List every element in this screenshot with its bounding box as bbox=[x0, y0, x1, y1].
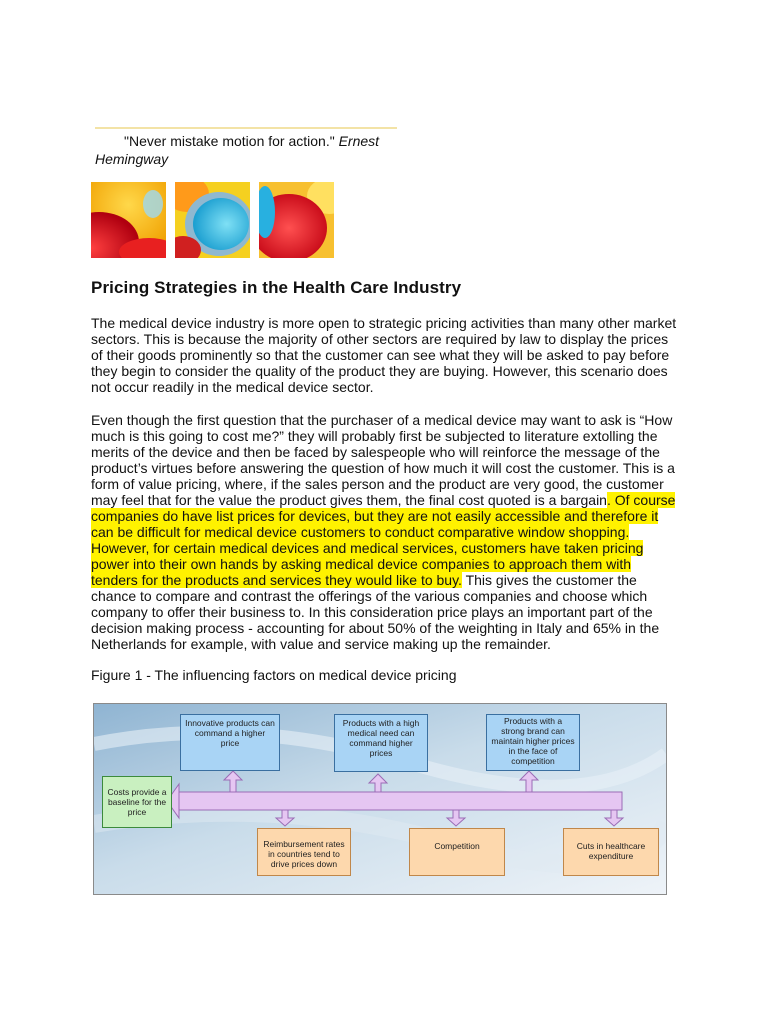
highlighted-text: . Of course companies do have list prices for devices, but they are not easily accessible and therefore it can be difficult for medical device customers to conduct comparative window shopping. However, for certain medical devices and medical services, customers have taken pricing power into their own hands by asking medical device companies to approach them with tenders for the products and services they would like to buy. bbox=[91, 492, 676, 588]
box-innovative-products: Innovative products can command a higher price bbox=[180, 714, 280, 771]
article-title: Pricing Strategies in the Health Care Industry bbox=[91, 278, 462, 297]
box-costs-baseline: Costs provide a baseline for the price bbox=[102, 776, 172, 828]
box-competition: Competition bbox=[409, 828, 505, 876]
decorative-photo-strip bbox=[91, 182, 335, 258]
figure-caption: Figure 1 - The influencing factors on medical device pricing bbox=[91, 667, 457, 683]
box-healthcare-cuts: Cuts in healthcare expenditure bbox=[563, 828, 659, 876]
paragraph-intro: The medical device industry is more open to strategic pricing activities than many other market sectors. This is because the majority of other sectors are required by law to display the prices of their goods prominently so that the customer can see what they will be asked to pay before they begin to consider the quality of the product they are buying. However, this scenario does not occur readily in the medical device sector. bbox=[91, 315, 677, 395]
quote-author-first: Ernest bbox=[338, 133, 380, 149]
box-reimbursement-rates: Reimbursement rates in countries tend to drive prices down bbox=[257, 828, 351, 876]
quote-rule bbox=[95, 127, 397, 129]
box-strong-brand: Products with a strong brand can maintain higher prices in the face of competition bbox=[486, 714, 580, 771]
paragraph-text: Even though the first question that the purchaser of a medical device may want to ask is “How much is this going to cost me?” they will probably first be subjected to literature extolling the merits of the device and then be faced by salespeople who will reinforce the message of the product’s virtues before answering the question of how much it will cost the customer. This is a form of value pricing, where, if the sales person and the product are very good, the customer may feel that for the value the product gives them, the final cost quoted is a bargain bbox=[91, 412, 675, 508]
quote-text: "Never mistake motion for action." bbox=[124, 133, 335, 149]
paragraph-value-pricing bbox=[91, 412, 681, 652]
photo-tile-red-orange bbox=[259, 182, 334, 258]
photo-tile-red-yellow bbox=[91, 182, 166, 258]
pricing-factors-diagram bbox=[93, 703, 667, 895]
quote-author-last: Hemingway bbox=[95, 151, 169, 167]
paragraph-text: This gives the customer the chance to compare and contrast the offerings of the various companies and choose which company to offer their business to. In this consideration price plays an important part of the decision making process - accounting for about 50% of the weighting in Italy and 65% in the Netherlands for example, with value and service making up the remainder. bbox=[91, 572, 660, 652]
epigraph-quote bbox=[95, 132, 395, 168]
box-high-medical-need: Products with a high medical need can command higher prices bbox=[334, 714, 428, 772]
photo-tile-blue bbox=[175, 182, 250, 258]
